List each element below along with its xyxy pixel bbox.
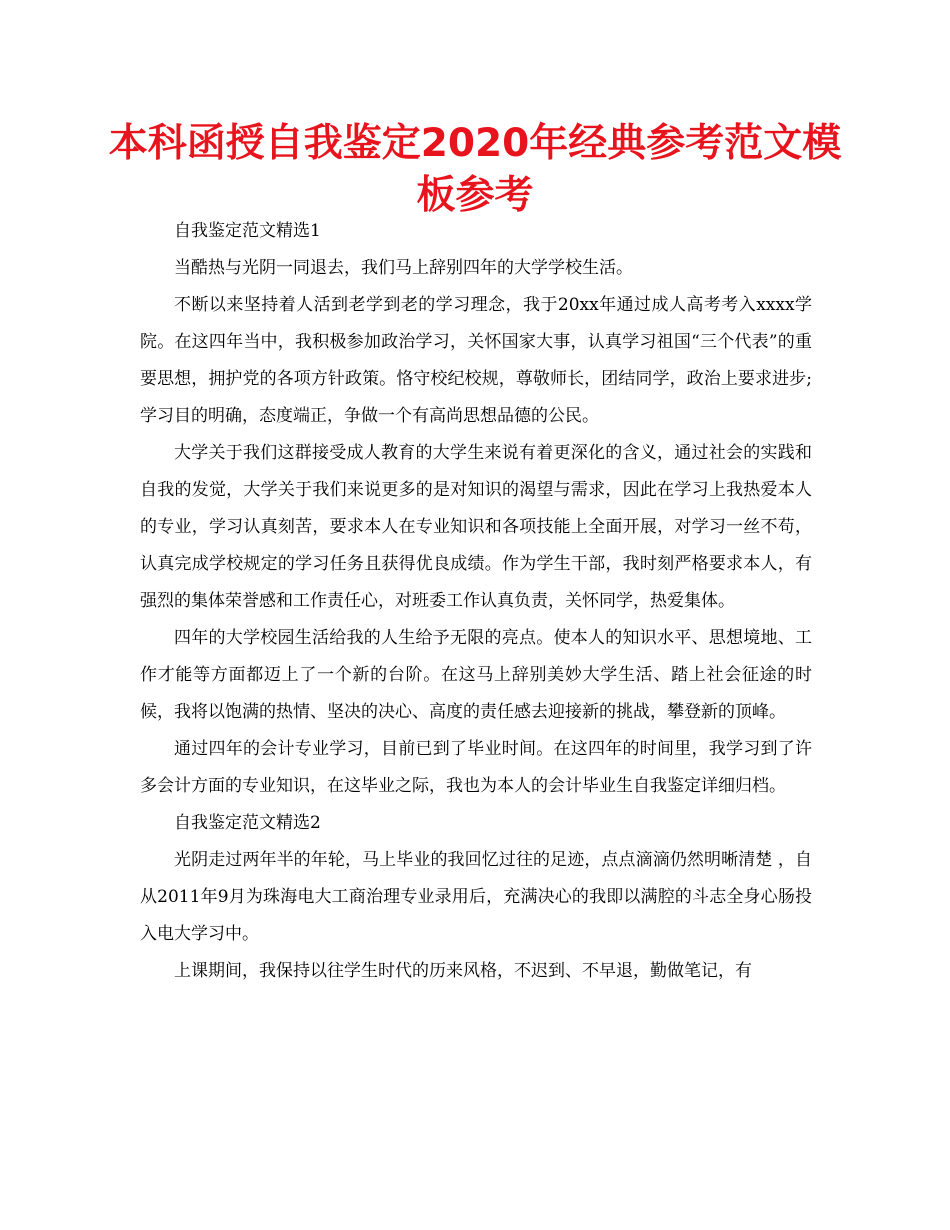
paragraph: 自我鉴定范文精选2 [174,813,321,833]
document-body [140,213,812,990]
paragraph: 当酷热与光阴一同退去，我们马上辞别四年的大学学校生活。 [174,258,633,278]
paragraph: 上课期间，我保持以往学生时代的历来风格，不迟到、不早退，勤做笔记，有 [174,961,752,981]
paragraph: 通过四年的会计专业学习，目前已到了毕业时间。在这四年的时间里，我学习到了许多会计方面的专业知识，在这毕业之际，我也为本人的会计毕业生自我鉴定详细归档。 [140,739,812,796]
paragraph: 光阴走过两年半的年轮，马上毕业的我回忆过往的足迹，点点滴滴仍然明晰清楚 ，自从2011年9月为珠海电大工商治理专业录用后，充满决心的我即以满腔的斗志全身心肠投入电大学习中。 [140,850,812,944]
document-title: 本科函授自我鉴定2020年经典参考范文模板参考 [108,121,842,218]
paragraph: 不断以来坚持着人活到老学到老的学习理念，我于20xx年通过成人高考考入xxxx学院。在这四年当中，我积极参加政治学习，关怀国家大事，认真学习祖国“三个代表”的重要思想，拥护党的各项方针政策。恪守校纪校规，尊敬师长，团结同学，政治上要求进步;学习目的明确，态度端正，争做一个有高尚思想品德的公民。 [140,295,812,426]
paragraph: 自我鉴定范文精选1 [174,221,321,241]
paragraph: 四年的大学校园生活给我的人生给予无限的亮点。使本人的知识水平、思想境地、工作才能等方面都迈上了一个新的台阶。在这马上辞别美妙大学生活、踏上社会征途的时候，我将以饱满的热情、坚决的决心、高度的责任感去迎接新的挑战，攀登新的顶峰。 [140,628,812,722]
paragraph: 大学关于我们这群接受成人教育的大学生来说有着更深化的含义，通过社会的实践和自我的发觉，大学关于我们来说更多的是对知识的渴望与需求，因此在学习上我热爱本人的专业，学习认真刻苦，要求本人在专业知识和各项技能上全面开展，对学习一丝不苟，认真完成学校规定的学习任务且获得优良成绩。作为学生干部，我时刻严格要求本人，有强烈的集体荣誉感和工作责任心，对班委工作认真负责，关怀同学，热爱集体。 [140,443,812,611]
